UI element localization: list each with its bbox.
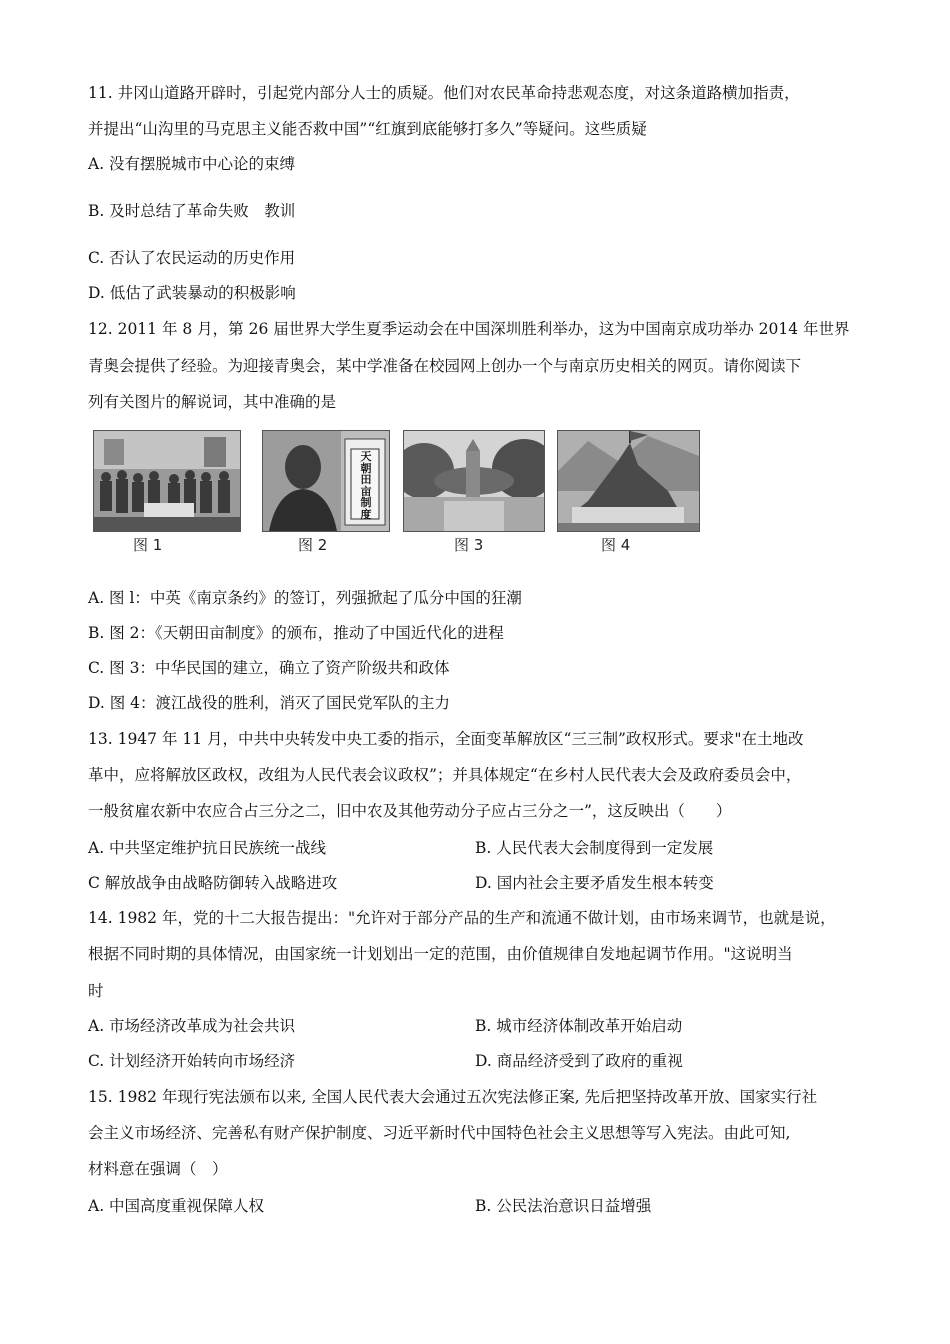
q12-option-a: A. 图 l：中英《南京条约》的签订，列强掀起了瓜分中国的狂潮 <box>88 589 522 607</box>
figure-3-monument-park-image <box>403 430 545 532</box>
q12-stem-line-2: 青奥会提供了经验。为迎接青奥会，某中学准备在校园网上创办一个与南京历史相关的网页。请你阅读下 <box>88 357 802 375</box>
q13-stem-line-3: 一般贫雇农新中农应合占三分之二，旧中农及其他劳动分子应占三分之一”，这反映出（ ） <box>88 802 732 820</box>
q13-option-b: B. 人民代表大会制度得到一定发展 <box>475 839 714 857</box>
q14-stem-line-3: 时 <box>88 982 104 1000</box>
q12-stem-line-3: 列有关图片的解说词，其中准确的是 <box>88 393 337 411</box>
q14-option-b: B. 城市经济体制改革开始启动 <box>475 1017 683 1035</box>
q14-option-a: A. 市场经济改革成为社会共识 <box>88 1017 296 1035</box>
figure-1-treaty-signing-image <box>93 430 241 532</box>
q11-option-c: C. 否认了农民运动的历史作用 <box>88 249 296 267</box>
q11-stem-line-2: 并提出“山沟里的马克思主义能否救中国”“红旗到底能够打多久”等疑问。这些质疑 <box>88 120 647 138</box>
q14-stem-line-1: 14. 1982 年，党的十二大报告提出："允许对于部分产品的生产和流通不做计划，由市场来调节，也就是说， <box>88 909 836 927</box>
q13-option-c: C 解放战争由战略防御转入战略进攻 <box>88 874 338 892</box>
q13-stem-line-1: 13. 1947 年 11 月，中共中央转发中央工委的指示，全面变革解放区“三三制”政权形式。要求"在土地改 <box>88 730 804 748</box>
q11-option-a: A. 没有摆脱城市中心论的束缚 <box>88 155 296 173</box>
figure-1-caption: 图 1 <box>133 536 163 554</box>
figure-2-book-title: 天朝田亩制度 <box>360 450 372 521</box>
figure-3-caption: 图 3 <box>454 536 484 554</box>
q15-stem-line-1: 15. 1982 年现行宪法颁布以来, 全国人民代表大会通过五次宪法修正案, 先后把坚持改革开放、国家实行社 <box>88 1088 818 1106</box>
q13-option-d: D. 国内社会主要矛盾发生根本转变 <box>475 874 714 892</box>
q14-stem-line-2: 根据不同时期的具体情况，由国家统一计划划出一定的范围，由价值规律自发地起调节作用。"这说明当 <box>88 945 793 963</box>
q15-stem-line-3: 材料意在强调（ ） <box>88 1160 228 1178</box>
figure-4-caption: 图 4 <box>601 536 631 554</box>
q12-option-b: B. 图 2：《天朝田亩制度》的颁布，推动了中国近代化的进程 <box>88 624 504 642</box>
figure-2-statue-and-book-image <box>262 430 390 532</box>
q13-stem-line-2: 革中，应将解放区政权，改组为人民代表会议政权”；并具体规定“在乡村人民代表大会及政府委员会中， <box>88 766 802 784</box>
q12-option-c: C. 图 3：中华民国的建立，确立了资产阶级共和政体 <box>88 659 450 677</box>
q15-option-b: B. 公民法治意识日益增强 <box>475 1197 652 1215</box>
q15-option-a: A. 中国高度重视保障人权 <box>88 1197 265 1215</box>
q12-stem-line-1: 12. 2011 年 8 月，第 26 届世界大学生夏季运动会在中国深圳胜利举办，这为中国南京成功举办 2014 年世界 <box>88 320 850 338</box>
q14-option-c: C. 计划经济开始转向市场经济 <box>88 1052 296 1070</box>
q11-option-b: B. 及时总结了革命失败 教训 <box>88 202 296 220</box>
q15-stem-line-2: 会主义市场经济、完善私有财产保护制度、习近平新时代中国特色社会主义思想等写入宪法。由此可知, <box>88 1124 791 1142</box>
q11-option-d: D. 低估了武装暴动的积极影响 <box>88 284 296 302</box>
q12-option-d: D. 图 4：渡江战役的胜利，消灭了国民党军队的主力 <box>88 694 451 712</box>
figure-2-caption: 图 2 <box>298 536 328 554</box>
q11-stem-line-1: 11. 井冈山道路开辟时，引起党内部分人士的质疑。他们对农民革命持悲观态度，对这条道路横加指责， <box>88 84 800 102</box>
q14-option-d: D. 商品经济受到了政府的重视 <box>475 1052 683 1070</box>
figure-4-river-crossing-sculpture-image <box>557 430 700 532</box>
q13-option-a: A. 中共坚定维护抗日民族统一战线 <box>88 839 327 857</box>
